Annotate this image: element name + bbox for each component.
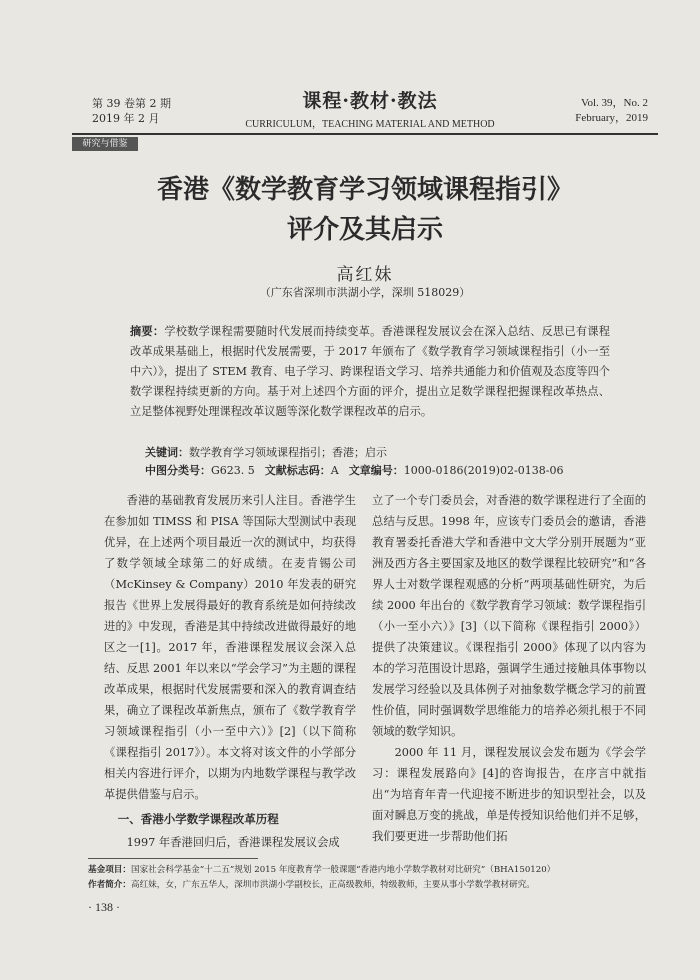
title-line-2: 评介及其启示 — [286, 215, 443, 245]
paragraph: 香港的基础教育发展历来引人注目。香港学生在参加如 TIMSS 和 PISA 等国际大型测试中表现优异，在上述两个项目最近一次的测试中，均获得了数学领域全球第二的好成绩。在麦肯锡公司（McKinsey & Company）2010 年发表的研究报告《世界上发展得最好的教育系统是如何持续改进的》中发现，香港是其中持续改进做得最好的地区之一[1]。2017 年，香港课程发展议会深入总结、反思 2001 年以来以“学会学习”为主题的课程改革成果，根据时代发展需要和深入的教育调查结果，确立了课程改革新焦点，颁布了《数学教育学习领域课程指引（小一至中六）》[2]（以下简称《课程指引 2017》）。本文将对该文件的小学部分相关内容进行评介，以期为内地数学课程与教学改革提供借鉴与启示。 — [104, 494, 356, 801]
abstract-text: 学校数学课程需要随时代发展而持续变革。香港课程发展议会在深入总结、反思已有课程改革成果基础上，根据时代发展需要，于 2017 年颁布了《数学教育学习领域课程指引（小一至中六）》，提出了 STEM 教育、电子学习、跨课程语文学习、培养共通能力和价值观及态度等四个数学课程持续更新的方向。基于对上述四个方面的评介，提出立足数学课程把握课程改革热点、立足整体视野处理课程改革议题等深化数学课程改革的启示。 — [130, 325, 610, 418]
section-tag: 研究与借鉴 — [72, 137, 138, 151]
paragraph: 2000 年 11 月，课程发展议会发布题为《学会学习：课程发展路向》[4]的咨询报告，在序言中就指出“为培育年青一代迎接不断进步的知识型社会，以及面对瞬息万变的挑战，单是传授知识给他们并不足够，我们要更进一步帮助他们拓 — [372, 746, 646, 843]
article-no-value: 1000-0186(2019)02-0138-06 — [403, 464, 564, 477]
title-line-1: 香港《数学教育学习领域课程指引》 — [156, 175, 573, 205]
volume-cn: 第 39 卷第 2 期 — [92, 97, 171, 110]
volume-en: Vol. 39，No. 2 — [580, 97, 648, 109]
footnote-rule — [88, 858, 258, 859]
funding-note — [88, 863, 658, 878]
cls-label: 中图分类号： — [145, 464, 211, 477]
article-title — [72, 170, 658, 250]
bio-label: 作者简介： — [88, 880, 131, 890]
article-no-label: 文章编号： — [348, 464, 404, 477]
abstract — [130, 322, 610, 422]
section-heading: 一、香港小学数学课程改革历程 — [117, 812, 279, 826]
date-en: February，2019 — [575, 112, 648, 124]
classification-line — [145, 462, 625, 480]
body-column-right — [372, 490, 646, 847]
cls-value: G623. 5 — [211, 464, 255, 477]
funding-label: 基金项目： — [88, 865, 131, 875]
footnote — [88, 863, 658, 893]
author-affiliation: （广东省深圳市洪湖小学，深圳 518029） — [259, 286, 471, 299]
bio-text: 高红妹，女，广东五华人，深圳市洪湖小学副校长，正高级教师，特级教师，主要从事小学数学教材研究。 — [130, 880, 535, 890]
date-cn: 2019 年 2 月 — [92, 112, 160, 125]
paragraph: 1997 年香港回归后，香港课程发展议会成 — [126, 836, 340, 849]
abstract-label: 摘要： — [130, 325, 165, 338]
journal-name-en: CURRICULUM，TEACHING MATERIAL AND METHOD — [245, 119, 495, 130]
doc-code-value: A — [330, 464, 339, 477]
keywords-label: 关键词： — [145, 446, 189, 459]
paragraph: 立了一个专门委员会，对香港的数学课程进行了全面的总结与反思。1998 年，应该专门委员会的邀请，香港教育署委托香港大学和香港中文大学分别开展题为“亚洲及西方各主要国家及地区的数学课程比较研究”和“各界人士对数学课程观感的分析”两项基础性研究，为后续 2000 年出台的《数学教育学习领域：数学课程指引（小一至小六）》[3]（以下简称《课程指引 2000》）提供了决策建议。《课程指引 2000》体现了以内容为本的学习范围设计思路，强调学生通过接触具体事物以发展学习经验以及具体例子对抽象数学概念学习的前置性价值，同时强调数学思维能力的培养必须扎根于不同领域的数学知识。 — [372, 494, 646, 738]
author-bio — [88, 878, 658, 893]
header-center — [220, 86, 520, 130]
keywords-text: 数学教育学习领域课程指引；香港；启示 — [189, 446, 387, 459]
journal-name: 课程·教材·教法 — [302, 90, 438, 112]
header-right — [548, 96, 648, 126]
author-name: 高红妹 — [336, 265, 394, 285]
doc-code-label: 文献标志码： — [264, 464, 331, 477]
page-number: · 138 · — [88, 900, 120, 914]
funding-text: 国家社会科学基金“十二五”规划 2015 年度教育学一般课题“香港内地小学数学教材对比研究”（BHA150120） — [130, 865, 556, 875]
body-column-left — [104, 490, 356, 853]
keywords — [145, 444, 615, 462]
header-left — [92, 96, 171, 126]
header-rule — [72, 133, 658, 135]
